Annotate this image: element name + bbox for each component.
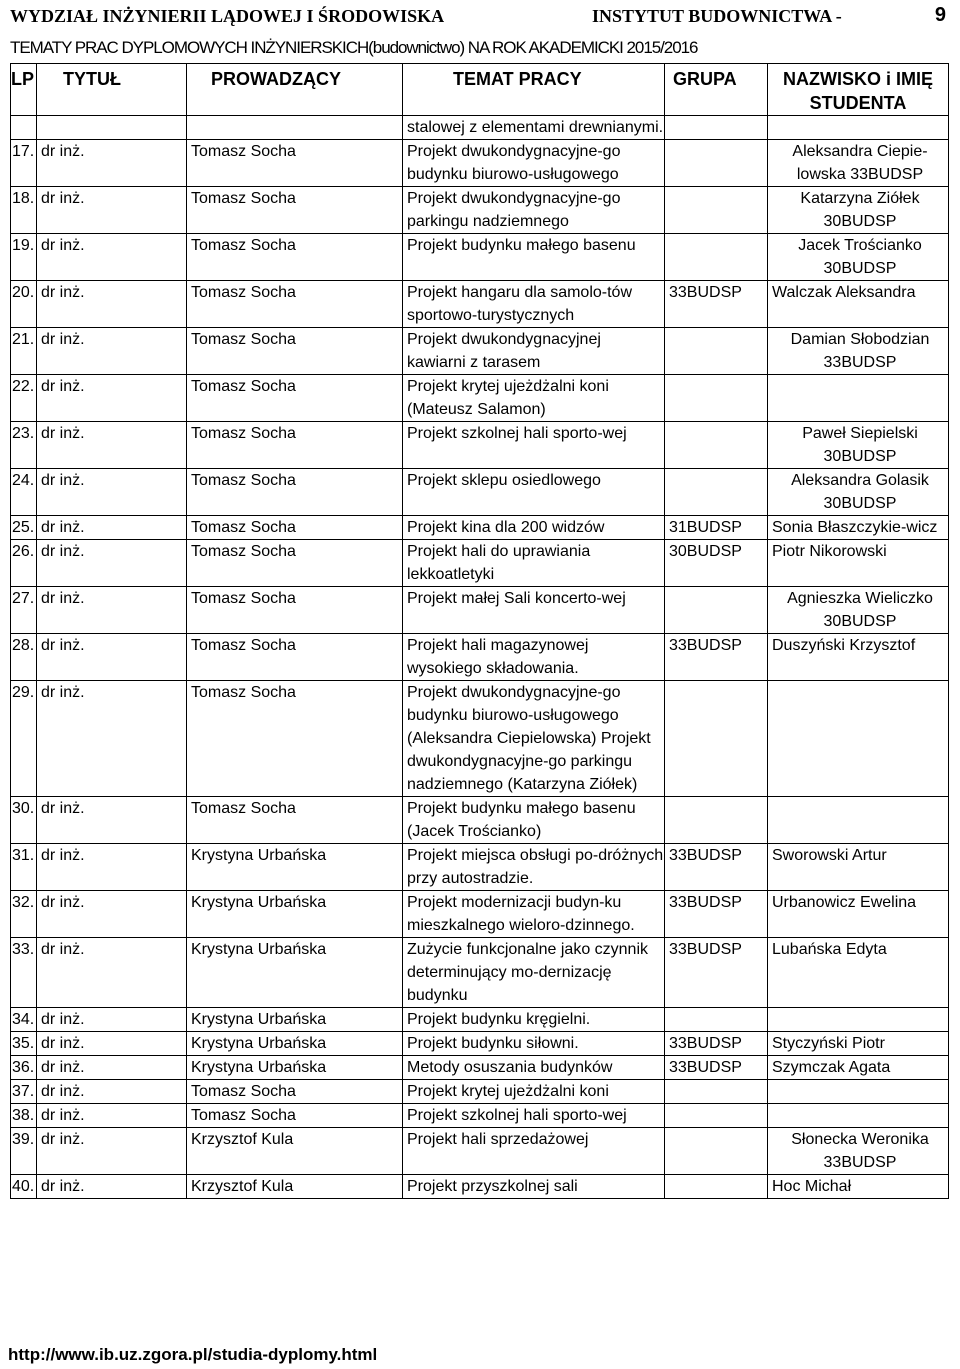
column-header-lp: LP [11, 64, 37, 116]
row-supervisor: Krystyna Urbańska [187, 1056, 403, 1080]
row-topic: Projekt budynku małego basenu (Jacek Trościanko) [403, 797, 665, 844]
row-student [768, 681, 949, 797]
row-topic: Projekt krytej ujeżdżalni koni (Mateusz Salamon) [403, 375, 665, 422]
row-title: dr inż. [37, 281, 187, 328]
row-title: dr inż. [37, 1080, 187, 1104]
row-student: Aleksandra Ciepie-lowska 33BUDSP [768, 140, 949, 187]
row-topic: Projekt hali do uprawiania lekkoatletyki [403, 540, 665, 587]
row-title: dr inż. [37, 540, 187, 587]
row-number: 21. [11, 328, 37, 375]
column-header-prowadzacy: PROWADZĄCY [187, 64, 403, 116]
row-supervisor: Tomasz Socha [187, 328, 403, 375]
table-row [11, 1175, 949, 1199]
row-supervisor: Krystyna Urbańska [187, 1032, 403, 1056]
row-supervisor: Krystyna Urbańska [187, 844, 403, 891]
table-row [11, 938, 949, 1008]
row-number: 29. [11, 681, 37, 797]
row-group: 33BUDSP [665, 938, 768, 1008]
row-group [665, 797, 768, 844]
row-number: 19. [11, 234, 37, 281]
column-header-tytul: TYTUŁ [37, 64, 187, 116]
table-row [11, 375, 949, 422]
row-number: 25. [11, 516, 37, 540]
row-student: Urbanowicz Ewelina [768, 891, 949, 938]
table-row [11, 116, 949, 140]
row-topic: Projekt miejsca obsługi po-dróżnych przy autostradzie. [403, 844, 665, 891]
row-student [768, 1104, 949, 1128]
document-subtitle: TEMATY PRAC DYPLOMOWYCH INŻYNIERSKICH(budownictwo) NA ROK AKADEMICKI 2015/2016 [10, 38, 698, 57]
faculty-name: WYDZIAŁ INŻYNIERII LĄDOWEJ I ŚRODOWISKA [10, 6, 445, 26]
row-supervisor: Tomasz Socha [187, 375, 403, 422]
row-topic: stalowej z elementami drewnianymi. [403, 116, 665, 140]
row-supervisor: Tomasz Socha [187, 634, 403, 681]
row-supervisor: Tomasz Socha [187, 1104, 403, 1128]
thesis-topics-table [10, 63, 949, 1199]
table-row [11, 1008, 949, 1032]
row-group [665, 375, 768, 422]
row-title: dr inż. [37, 1128, 187, 1175]
row-student: Lubańska Edyta [768, 938, 949, 1008]
row-supervisor: Krystyna Urbańska [187, 938, 403, 1008]
row-topic: Projekt przyszkolnej sali [403, 1175, 665, 1199]
row-topic: Projekt budynku siłowni. [403, 1032, 665, 1056]
row-group [665, 681, 768, 797]
page-header [10, 4, 950, 28]
row-supervisor: Tomasz Socha [187, 140, 403, 187]
table-row [11, 1104, 949, 1128]
page-number: 9 [934, 4, 946, 26]
row-topic: Metody osuszania budynków [403, 1056, 665, 1080]
row-group: 33BUDSP [665, 1056, 768, 1080]
row-supervisor: Tomasz Socha [187, 281, 403, 328]
table-header-row [11, 64, 949, 116]
table-row [11, 1128, 949, 1175]
row-student: Katarzyna Ziółek 30BUDSP [768, 187, 949, 234]
row-number: 38. [11, 1104, 37, 1128]
row-group [665, 328, 768, 375]
table-row [11, 140, 949, 187]
column-header-temat: TEMAT PRACY [403, 64, 665, 116]
row-topic: Projekt hangaru dla samolo-tów sportowo-turystycznych [403, 281, 665, 328]
row-topic: Projekt modernizacji budyn-ku mieszkalnego wieloro-dzinnego. [403, 891, 665, 938]
row-group [665, 469, 768, 516]
row-group [665, 1008, 768, 1032]
row-topic: Projekt hali sprzedażowej [403, 1128, 665, 1175]
row-number: 30. [11, 797, 37, 844]
row-topic: Projekt szkolnej hali sporto-wej [403, 422, 665, 469]
row-title: dr inż. [37, 1008, 187, 1032]
row-supervisor: Tomasz Socha [187, 681, 403, 797]
row-number: 20. [11, 281, 37, 328]
table-row [11, 844, 949, 891]
row-group: 30BUDSP [665, 540, 768, 587]
row-supervisor: Tomasz Socha [187, 187, 403, 234]
table-row [11, 1056, 949, 1080]
table-row [11, 281, 949, 328]
row-title: dr inż. [37, 516, 187, 540]
row-group: 33BUDSP [665, 891, 768, 938]
table-row [11, 469, 949, 516]
row-student: Aleksandra Golasik 30BUDSP [768, 469, 949, 516]
row-number: 39. [11, 1128, 37, 1175]
row-title: dr inż. [37, 187, 187, 234]
row-topic: Projekt sklepu osiedlowego [403, 469, 665, 516]
row-student: Styczyński Piotr [768, 1032, 949, 1056]
row-supervisor: Krystyna Urbańska [187, 891, 403, 938]
row-student [768, 375, 949, 422]
row-supervisor: Tomasz Socha [187, 587, 403, 634]
row-number: 17. [11, 140, 37, 187]
row-supervisor: Krystyna Urbańska [187, 1008, 403, 1032]
row-topic: Projekt dwukondygnacyjne-go parkingu nadziemnego [403, 187, 665, 234]
row-number [11, 116, 37, 140]
row-group [665, 187, 768, 234]
row-supervisor: Tomasz Socha [187, 797, 403, 844]
row-title: dr inż. [37, 234, 187, 281]
row-group: 33BUDSP [665, 634, 768, 681]
row-supervisor [187, 116, 403, 140]
row-number: 31. [11, 844, 37, 891]
row-title: dr inż. [37, 375, 187, 422]
row-number: 35. [11, 1032, 37, 1056]
row-topic: Projekt kina dla 200 widzów [403, 516, 665, 540]
row-title: dr inż. [37, 469, 187, 516]
row-title: dr inż. [37, 891, 187, 938]
row-student [768, 1080, 949, 1104]
table-row [11, 797, 949, 844]
row-number: 22. [11, 375, 37, 422]
institute-name: INSTYTUT BUDOWNICTWA - [592, 6, 842, 26]
row-number: 28. [11, 634, 37, 681]
row-group [665, 140, 768, 187]
row-group [665, 234, 768, 281]
row-title: dr inż. [37, 844, 187, 891]
row-topic: Projekt dwukondygnacyjnej kawiarni z tarasem [403, 328, 665, 375]
column-header-nazwisko: NAZWISKO i IMIĘ STUDENTA [768, 64, 949, 116]
row-topic: Projekt hali magazynowej wysokiego składowania. [403, 634, 665, 681]
row-title: dr inż. [37, 634, 187, 681]
row-title: dr inż. [37, 422, 187, 469]
row-title: dr inż. [37, 587, 187, 634]
row-student [768, 797, 949, 844]
row-title: dr inż. [37, 1175, 187, 1199]
row-group [665, 1104, 768, 1128]
row-topic: Projekt szkolnej hali sporto-wej [403, 1104, 665, 1128]
row-student: Hoc Michał [768, 1175, 949, 1199]
column-header-grupa: GRUPA [665, 64, 768, 116]
table-row [11, 681, 949, 797]
row-group [665, 1175, 768, 1199]
table-row [11, 422, 949, 469]
row-number: 40. [11, 1175, 37, 1199]
row-title [37, 116, 187, 140]
row-title: dr inż. [37, 1056, 187, 1080]
row-topic: Projekt budynku kręgielni. [403, 1008, 665, 1032]
row-supervisor: Tomasz Socha [187, 1080, 403, 1104]
row-student [768, 116, 949, 140]
row-topic: Projekt krytej ujeżdżalni koni [403, 1080, 665, 1104]
row-number: 37. [11, 1080, 37, 1104]
row-student: Agnieszka Wieliczko 30BUDSP [768, 587, 949, 634]
row-group [665, 422, 768, 469]
row-title: dr inż. [37, 938, 187, 1008]
row-group [665, 587, 768, 634]
table-row [11, 187, 949, 234]
row-topic: Zużycie funkcjonalne jako czynnik determinujący mo-dernizację budynku [403, 938, 665, 1008]
row-student: Sonia Błaszczykie-wicz [768, 516, 949, 540]
row-student: Jacek Trościanko 30BUDSP [768, 234, 949, 281]
row-group [665, 1128, 768, 1175]
row-number: 26. [11, 540, 37, 587]
row-supervisor: Tomasz Socha [187, 540, 403, 587]
table-row [11, 540, 949, 587]
row-student: Szymczak Agata [768, 1056, 949, 1080]
row-student: Paweł Siepielski 30BUDSP [768, 422, 949, 469]
table-row [11, 1032, 949, 1056]
row-number: 23. [11, 422, 37, 469]
table-row [11, 587, 949, 634]
row-supervisor: Krzysztof Kula [187, 1175, 403, 1199]
source-url[interactable]: http://www.ib.uz.zgora.pl/studia-dyplomy.html [8, 1345, 378, 1364]
row-group: 33BUDSP [665, 281, 768, 328]
row-group: 33BUDSP [665, 1032, 768, 1056]
row-supervisor: Tomasz Socha [187, 234, 403, 281]
row-group: 31BUDSP [665, 516, 768, 540]
table-row [11, 1080, 949, 1104]
row-title: dr inż. [37, 1104, 187, 1128]
row-topic: Projekt dwukondygnacyjne-go budynku biurowo-usługowego (Aleksandra Ciepielowska) Projekt dwukondygnacyjne-go parkingu nadziemnego (Katarzyna Ziółek) [403, 681, 665, 797]
row-student: Damian Słobodzian 33BUDSP [768, 328, 949, 375]
row-student: Sworowski Artur [768, 844, 949, 891]
row-number: 32. [11, 891, 37, 938]
table-body [11, 116, 949, 1199]
row-title: dr inż. [37, 1032, 187, 1056]
row-supervisor: Tomasz Socha [187, 516, 403, 540]
row-topic: Projekt małej Sali koncerto-wej [403, 587, 665, 634]
table-row [11, 328, 949, 375]
row-number: 27. [11, 587, 37, 634]
row-title: dr inż. [37, 328, 187, 375]
row-student: Słonecka Weronika 33BUDSP [768, 1128, 949, 1175]
row-supervisor: Krzysztof Kula [187, 1128, 403, 1175]
table-row [11, 634, 949, 681]
row-group [665, 116, 768, 140]
row-supervisor: Tomasz Socha [187, 422, 403, 469]
row-title: dr inż. [37, 797, 187, 844]
row-topic: Projekt dwukondygnacyjne-go budynku biurowo-usługowego [403, 140, 665, 187]
row-group [665, 1080, 768, 1104]
row-student: Piotr Nikorowski [768, 540, 949, 587]
table-row [11, 234, 949, 281]
row-topic: Projekt budynku małego basenu [403, 234, 665, 281]
row-number: 33. [11, 938, 37, 1008]
row-title: dr inż. [37, 140, 187, 187]
table-row [11, 891, 949, 938]
row-number: 36. [11, 1056, 37, 1080]
row-title: dr inż. [37, 681, 187, 797]
table-row [11, 516, 949, 540]
row-supervisor: Tomasz Socha [187, 469, 403, 516]
row-number: 24. [11, 469, 37, 516]
row-number: 34. [11, 1008, 37, 1032]
row-group: 33BUDSP [665, 844, 768, 891]
row-student: Duszyński Krzysztof [768, 634, 949, 681]
row-student: Walczak Aleksandra [768, 281, 949, 328]
row-student [768, 1008, 949, 1032]
row-number: 18. [11, 187, 37, 234]
